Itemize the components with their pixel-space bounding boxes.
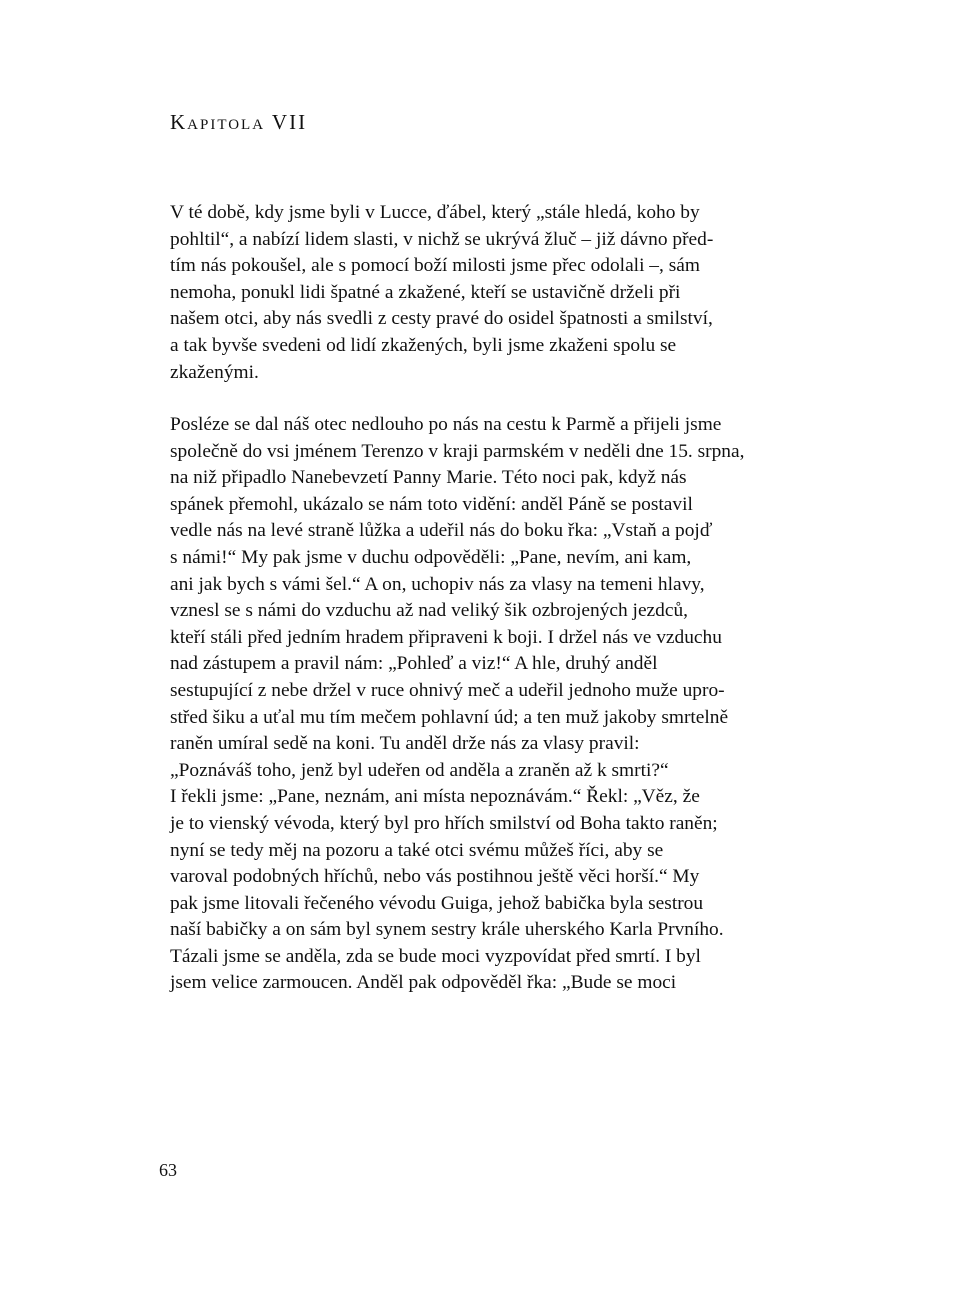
text-line: střed šiku a uťal mu tím mečem pohlavní úd; a ten muž jakoby smrtelně bbox=[170, 706, 729, 728]
text-line: naší babičky a on sám byl synem sestry krále uherského Karla Prvního. bbox=[170, 919, 724, 941]
text-line: kteří stáli před jedním hradem připraveni k boji. I držel nás ve vzduchu bbox=[170, 626, 722, 648]
text-line: spánek přemohl, ukázalo se nám toto vidění: anděl Páně se postavil bbox=[170, 493, 693, 515]
chapter-heading: Kapitola VII bbox=[170, 110, 308, 134]
text-line: a tak byvše svedeni od lidí zkažených, byli jsme zkaženi spolu se bbox=[170, 334, 677, 356]
text-line: Posléze se dal náš otec nedlouho po nás na cestu k Parmě a přijeli jsme bbox=[170, 414, 722, 435]
text-line: pak jsme litovali řečeného vévodu Guiga, jehož babička byla sestrou bbox=[170, 892, 704, 914]
text-line: nad zástupem a pravil nám: „Pohleď a viz!“ A hle, druhý anděl bbox=[170, 653, 658, 675]
text-line: nyní se tedy měj na pozoru a také otci svému můžeš říci, aby se bbox=[170, 839, 664, 861]
paragraph-2 bbox=[170, 412, 810, 997]
page-number: 63 bbox=[159, 1160, 177, 1180]
text-line: je to vienský vévoda, který byl pro hřích smilství od Boha takto raněn; bbox=[170, 812, 718, 834]
text-line: jsem velice zarmoucen. Anděl pak odpověděl řka: „Bude se moci bbox=[170, 972, 677, 994]
text-line: raněn umíral sedě na koni. Tu anděl drže nás za vlasy pravil: bbox=[170, 733, 640, 755]
text-line: ani jak bych s vámi šel.“ A on, uchopiv nás za vlasy na temeni hlavy, bbox=[170, 573, 705, 595]
text-line: tím nás pokoušel, ale s pomocí boží milosti jsme přec odolali –, sám bbox=[170, 255, 700, 277]
text-line: pohltil“, a nabízí lidem slasti, v nichž se ukrývá žluč – již dávno před- bbox=[170, 228, 714, 250]
text-line: I řekli jsme: „Pane, neznám, ani místa nepoznávám.“ Řekl: „Věz, že bbox=[170, 786, 700, 808]
text-line: sestupující z nebe držel v ruce ohnivý meč a udeřil jednoho muže upro- bbox=[170, 679, 725, 701]
text-line: Tázali jsme se anděla, zda se bude moci vyzpovídat před smrtí. I byl bbox=[170, 945, 701, 967]
text-line: varoval podobných hříchů, nebo vás postihnou ještě věci horší.“ My bbox=[170, 866, 700, 888]
paragraph-1 bbox=[170, 200, 810, 386]
text-line: „Poznáváš toho, jenž byl udeřen od anděla a zraněn až k smrti?“ bbox=[170, 759, 669, 781]
text-line: vedle nás na levé straně lůžka a udeřil nás do boku řka: „Vstaň a pojď bbox=[170, 520, 713, 542]
text-line: nemoha, ponukl lidi špatné a zkažené, kteří se ustavičně drželi při bbox=[170, 281, 681, 303]
text-line: na niž připadlo Nanebevzetí Panny Marie. Této noci pak, když nás bbox=[170, 467, 687, 489]
text-line: vznesl se s námi do vzduchu až nad veliký šik ozbrojených jezdců, bbox=[170, 600, 688, 622]
text-line: V té době, kdy jsme byli v Lucce, ďábel, který „stále hledá, koho by bbox=[170, 202, 700, 223]
text-line: společně do vsi jménem Terenzo v kraji parmském v neděli dne 15. srpna, bbox=[170, 440, 745, 462]
text-line: zkaženými. bbox=[170, 361, 259, 383]
text-line: s námi!“ My pak jsme v duchu odpověděli: „Pane, nevím, ani kam, bbox=[170, 546, 692, 568]
text-line: našem otci, aby nás svedli z cesty pravé do osidel špatnosti a smilství, bbox=[170, 308, 713, 330]
